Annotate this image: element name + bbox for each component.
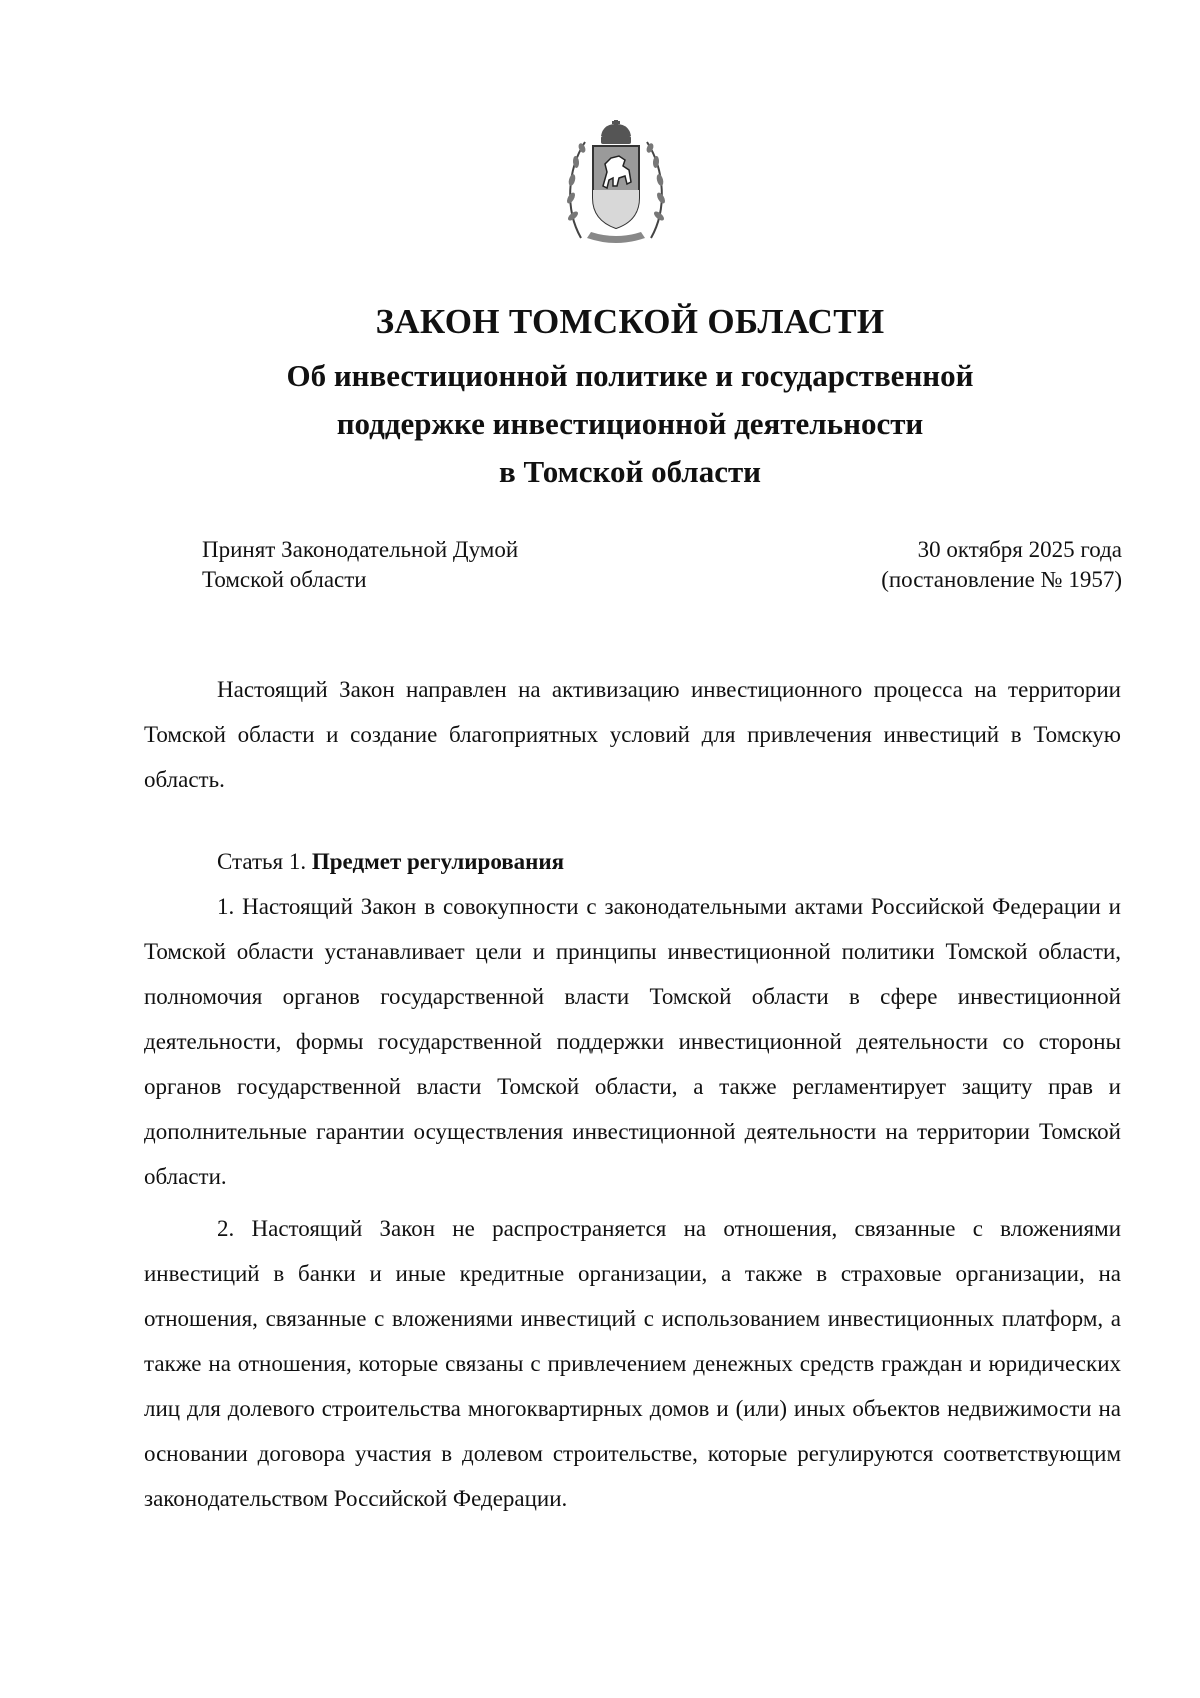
law-title: ЗАКОН ТОМСКОЙ ОБЛАСТИ [375, 302, 885, 341]
article-title: Предмет регулирования [311, 849, 565, 874]
adopted-by-line: Принят Законодательной Думой [202, 537, 519, 562]
article-heading [144, 839, 1121, 884]
law-subtitle [0, 352, 1200, 496]
article-item: 2. Настоящий Закон не распространяется на отношения, связанные с вложениями инвестиций в банки и иные кредитные организации, а также в страховые организации, на отношения, связанные с вложениями инвестиций с использованием инвестиционных платформ, а также на отношения, которые связаны с привлечением денежных средств граждан и юридических лиц для долевого строительства многоквартирных домов и (или) иных объектов недвижимости на основании договора участия в долевом строительстве, которые регулируются соответствующим законодательством Российской Федерации. [144, 1216, 1121, 1511]
article-label: Статья 1. [217, 849, 307, 874]
adopted-by-line: Томской области [202, 567, 367, 592]
law-subtitle-line: в Томской области [498, 454, 762, 489]
article-item: 1. Настоящий Закон в совокупности с законодательными актами Российской Федерации и Томской области устанавливает цели и принципы инвестиционной политики Томской области, полномочия органов государственной власти Томской области в сфере инвестиционной деятельности, формы государственной поддержки инвестиционной деятельности со стороны органов государственной власти Томской области, а также регламентирует защиту прав и дополнительные гарантии осуществления инвестиционной деятельности на территории Томской области. [144, 894, 1121, 1189]
adoption-date [881, 535, 1122, 595]
adoption-date-line: 30 октября 2025 года [917, 537, 1122, 562]
preamble: Настоящий Закон направлен на активизацию инвестиционного процесса на территории Томской области и создание благоприятных условий для привлечения инвестиций в Томскую область. [144, 677, 1121, 792]
adopted-by [202, 535, 518, 595]
resolution-number: (постановление № 1957) [881, 567, 1122, 592]
law-subtitle-line: Об инвестиционной политике и государственной [286, 358, 974, 393]
document-body [144, 667, 1121, 1528]
law-title-block [0, 300, 1200, 496]
coat-of-arms-icon [563, 120, 669, 250]
law-subtitle-line: поддержке инвестиционной деятельности [336, 406, 924, 441]
